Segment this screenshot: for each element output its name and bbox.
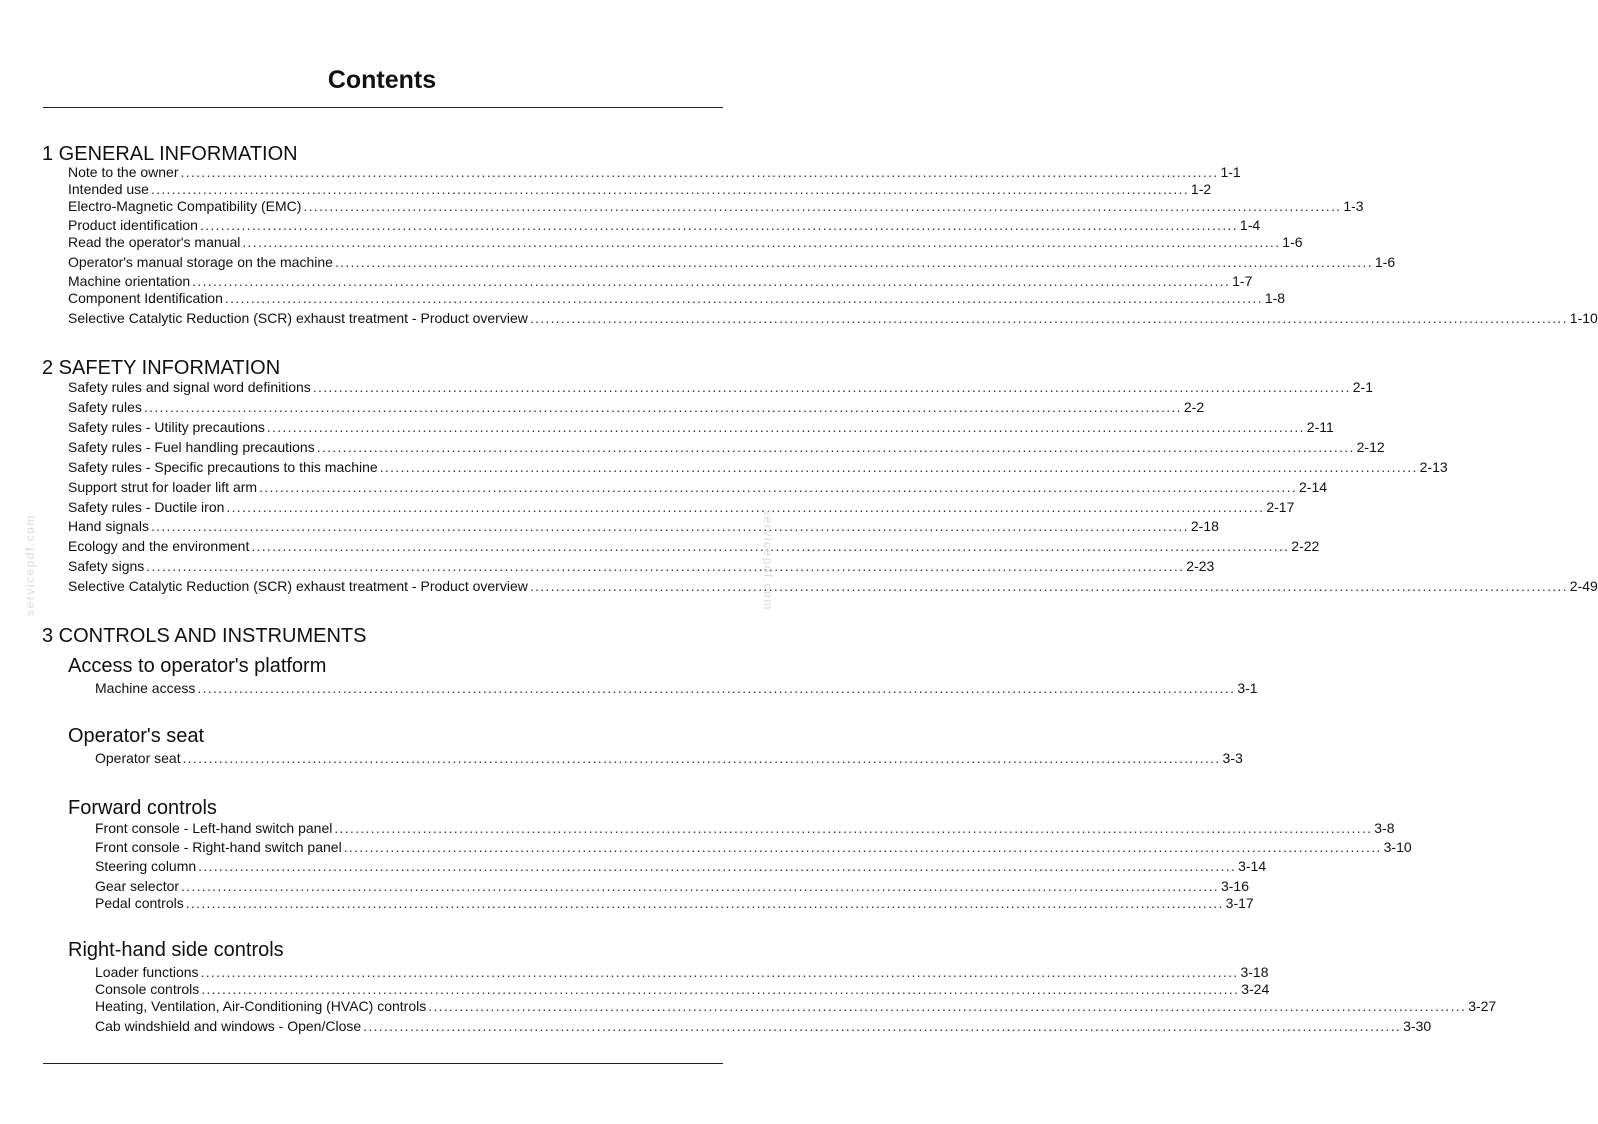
leader-dots: ........................................................................................................................................................................................................: [529, 310, 1568, 326]
toc-entry-label: Loader functions: [95, 964, 199, 980]
toc-entry-label: Safety rules - Utility precautions: [68, 419, 265, 435]
toc-entry-page: 3-14: [1238, 858, 1267, 874]
subsection-heading: Access to operator's platform: [68, 655, 327, 677]
toc-entry[interactable]: [68, 309, 1598, 327]
toc-entry-page: 2-2: [1183, 399, 1205, 415]
toc-entry-page: 1-8: [1264, 290, 1286, 306]
toc-entry-page: 2-22: [1291, 538, 1320, 554]
toc-entry[interactable]: [95, 980, 1270, 998]
toc-entry-label: Steering column: [95, 858, 197, 874]
watermark-right: servicepdf.com: [761, 509, 775, 611]
toc-entry-page: 2-13: [1419, 459, 1448, 475]
toc-entry-page: 2-49: [1569, 578, 1598, 594]
toc-entry-page: 1-7: [1232, 273, 1253, 289]
leader-dots: ........................................................................................................................................................................................................: [192, 273, 1231, 289]
toc-entry-label: Heating, Ventilation, Air-Conditioning (HVAC) controls: [95, 998, 427, 1014]
toc-entry-label: Ecology and the environment: [68, 538, 250, 554]
toc-entry[interactable]: [68, 438, 1385, 456]
leader-dots: ........................................................................................................................................................................................................: [379, 459, 1418, 475]
toc-entry-label: Front console - Left-hand switch panel: [95, 820, 333, 836]
toc-entry[interactable]: [68, 180, 1212, 198]
toc-entry[interactable]: [68, 216, 1261, 234]
toc-entry-label: Operator seat: [95, 750, 181, 766]
toc-entry-label: Gear selector: [95, 878, 180, 894]
section-heading: 2 SAFETY INFORMATION: [42, 357, 281, 379]
toc-entry[interactable]: [68, 498, 1295, 516]
leader-dots: ........................................................................................................................................................................................................: [316, 439, 1355, 455]
toc-entry-page: 3-24: [1241, 981, 1270, 997]
toc-entry-label: Machine access: [95, 680, 196, 696]
toc-entry-page: 2-18: [1190, 518, 1219, 534]
leader-dots: ........................................................................................................................................................................................................: [266, 419, 1305, 435]
toc-entry-label: Console controls: [95, 981, 200, 997]
toc-entry-page: 1-2: [1190, 181, 1212, 197]
leader-dots: ........................................................................................................................................................................................................: [251, 538, 1290, 554]
toc-entry-label: Cab windshield and windows - Open/Close: [95, 1018, 362, 1034]
toc-entry-page: 2-1: [1352, 379, 1373, 395]
leader-dots: ........................................................................................................................................................................................................: [242, 234, 1281, 250]
toc-entry-page: 2-12: [1356, 439, 1385, 455]
toc-entry[interactable]: [95, 1017, 1432, 1035]
toc-entry-label: Selective Catalytic Reduction (SCR) exhaust treatment - Product overview: [68, 310, 528, 326]
toc-entry-label: Hand signals: [68, 518, 149, 534]
toc-entry-page: 2-23: [1186, 558, 1215, 574]
toc-entry-page: 1-10: [1569, 310, 1598, 326]
toc-entry-page: 2-11: [1306, 419, 1334, 435]
toc-entry[interactable]: [95, 819, 1395, 837]
toc-entry-page: 3-17: [1225, 895, 1254, 911]
leader-dots: ........................................................................................................................................................................................................: [334, 254, 1373, 270]
toc-entry[interactable]: [95, 877, 1250, 895]
toc-entry[interactable]: [68, 458, 1448, 476]
leader-dots: ........................................................................................................................................................................................................: [226, 499, 1265, 515]
toc-entry[interactable]: [68, 378, 1373, 396]
toc-entry[interactable]: [95, 857, 1267, 875]
toc-entry[interactable]: [68, 478, 1328, 496]
leader-dots: ........................................................................................................................................................................................................: [201, 981, 1240, 997]
toc-entry[interactable]: [95, 749, 1243, 767]
leader-dots: ........................................................................................................................................................................................................: [312, 379, 1351, 395]
toc-entry-page: 3-1: [1237, 680, 1258, 696]
footer-rule: [43, 1063, 723, 1064]
toc-entry[interactable]: [68, 577, 1598, 595]
toc-entry-label: Machine orientation: [68, 273, 191, 289]
leader-dots: ........................................................................................................................................................................................................: [185, 895, 1224, 911]
leader-dots: ........................................................................................................................................................................................................: [259, 479, 1298, 495]
leader-dots: ........................................................................................................................................................................................................: [150, 518, 1189, 534]
toc-entry[interactable]: [68, 418, 1334, 436]
leader-dots: ........................................................................................................................................................................................................: [150, 181, 1189, 197]
toc-entry-page: 3-18: [1240, 964, 1269, 980]
leader-dots: ........................................................................................................................................................................................................: [199, 217, 1238, 233]
toc-entry-page: 3-10: [1383, 839, 1412, 855]
toc-entry[interactable]: [95, 679, 1258, 697]
toc-entry-label: Component Identification: [68, 290, 223, 306]
toc-entry-label: Safety rules and signal word definitions: [68, 379, 311, 395]
toc-entry-label: Safety rules: [68, 399, 142, 415]
leader-dots: ........................................................................................................................................................................................................: [146, 558, 1185, 574]
toc-entry[interactable]: [95, 963, 1269, 981]
section-heading: 1 GENERAL INFORMATION: [42, 143, 298, 165]
toc-entry-page: 1-3: [1343, 198, 1364, 214]
leader-dots: ........................................................................................................................................................................................................: [200, 964, 1239, 980]
toc-entry[interactable]: [68, 253, 1396, 271]
subsection-heading: Right-hand side controls: [68, 939, 284, 961]
page-title: Contents: [327, 66, 437, 94]
toc-entry-page: 3-27: [1468, 998, 1497, 1014]
leader-dots: ........................................................................................................................................................................................................: [363, 1018, 1402, 1034]
toc-entry[interactable]: [95, 997, 1497, 1015]
toc-entry[interactable]: [68, 272, 1253, 290]
leader-dots: ........................................................................................................................................................................................................: [224, 290, 1263, 306]
leader-dots: ........................................................................................................................................................................................................: [334, 820, 1373, 836]
toc-entry[interactable]: [68, 289, 1286, 307]
toc-entry-page: 2-14: [1299, 479, 1328, 495]
toc-entry-page: 3-30: [1403, 1018, 1432, 1034]
leader-dots: ........................................................................................................................................................................................................: [529, 578, 1568, 594]
toc-entry-label: Support strut for loader lift arm: [68, 479, 258, 495]
leader-dots: ........................................................................................................................................................................................................: [180, 164, 1219, 180]
toc-entry-label: Safety signs: [68, 558, 145, 574]
toc-entry-label: Safety rules - Ductile iron: [68, 499, 225, 515]
toc-entry-page: 1-4: [1239, 217, 1261, 233]
toc-entry-label: Note to the owner: [68, 164, 179, 180]
toc-entry-label: Intended use: [68, 181, 149, 197]
toc-entry-label: Read the operator's manual: [68, 234, 241, 250]
toc-entry-label: Front console - Right-hand switch panel: [95, 839, 342, 855]
subsection-heading: Forward controls: [68, 797, 217, 819]
toc-entry-label: Operator's manual storage on the machine: [68, 254, 333, 270]
toc-entry[interactable]: [68, 163, 1241, 181]
toc-entry[interactable]: [68, 517, 1219, 535]
leader-dots: ........................................................................................................................................................................................................: [143, 399, 1182, 415]
toc-entry-label: Safety rules - Fuel handling precautions: [68, 439, 315, 455]
toc-entry[interactable]: [68, 197, 1364, 215]
watermark-left: servicepdf.com: [23, 514, 37, 616]
toc-entry[interactable]: [68, 557, 1215, 575]
toc-entry[interactable]: [95, 894, 1254, 912]
leader-dots: ........................................................................................................................................................................................................: [197, 680, 1236, 696]
leader-dots: ........................................................................................................................................................................................................: [343, 839, 1382, 855]
toc-entry-page: 1-6: [1282, 234, 1303, 250]
toc-entry-label: Electro-Magnetic Compatibility (EMC): [68, 198, 302, 214]
toc-entry[interactable]: [68, 398, 1205, 416]
leader-dots: ........................................................................................................................................................................................................: [303, 198, 1342, 214]
leader-dots: ........................................................................................................................................................................................................: [198, 858, 1237, 874]
toc-entry-label: Product identification: [68, 217, 198, 233]
subsection-heading: Operator's seat: [68, 725, 205, 747]
toc-entry-page: 3-16: [1220, 878, 1250, 894]
toc-entry-label: Pedal controls: [95, 895, 184, 911]
toc-entry[interactable]: [68, 233, 1303, 251]
toc-entry-page: 3-8: [1374, 820, 1395, 836]
leader-dots: ........................................................................................................................................................................................................: [181, 878, 1219, 894]
title-rule: [43, 107, 723, 108]
leader-dots: ........................................................................................................................................................................................................: [428, 998, 1467, 1014]
toc-entry[interactable]: [95, 838, 1412, 856]
toc-entry-page: 2-17: [1266, 499, 1295, 515]
toc-entry-page: 1-6: [1374, 254, 1396, 270]
toc-entry-label: Safety rules - Specific precautions to this machine: [68, 459, 378, 475]
toc-entry[interactable]: [68, 537, 1320, 555]
leader-dots: ........................................................................................................................................................................................................: [182, 750, 1221, 766]
toc-entry-page: 1-1: [1220, 164, 1241, 180]
section-heading: 3 CONTROLS AND INSTRUMENTS: [42, 625, 367, 647]
toc-entry-label: Selective Catalytic Reduction (SCR) exhaust treatment - Product overview: [68, 578, 528, 594]
toc-entry-page: 3-3: [1222, 750, 1243, 766]
